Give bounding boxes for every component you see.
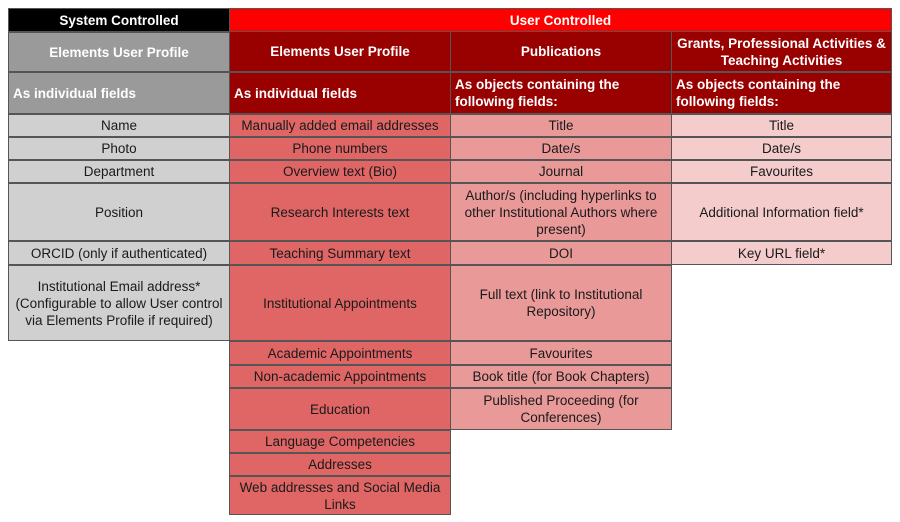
publications-subtitle: As objects containing the following fields: xyxy=(450,72,672,114)
system-row: ORCID (only if authenticated) xyxy=(8,241,230,265)
user-profile-row: Phone numbers xyxy=(229,137,451,160)
user-profile-row: Manually added email addresses xyxy=(229,114,451,137)
publications-row: Date/s xyxy=(450,137,672,160)
publications-row: Title xyxy=(450,114,672,137)
user-profile-row: Addresses xyxy=(229,453,451,476)
publications-row: DOI xyxy=(450,241,672,265)
system-profile-subtitle: As individual fields xyxy=(8,72,230,114)
system-row: Name xyxy=(8,114,230,137)
user-controlled-header: User Controlled xyxy=(229,8,892,32)
publications-row: Journal xyxy=(450,160,672,183)
system-row: Position xyxy=(8,183,230,241)
user-profile-subtitle: As individual fields xyxy=(229,72,451,114)
user-profile-row: Education xyxy=(229,388,451,430)
grants-title: Grants, Professional Activities & Teaching Activities xyxy=(671,31,892,72)
system-controlled-header: System Controlled xyxy=(8,8,230,32)
user-profile-column xyxy=(229,31,451,515)
system-row: Institutional Email address* (Configurable to allow User control via Elements Profile if required) xyxy=(8,265,230,341)
grants-row: Favourites xyxy=(671,160,892,183)
system-column xyxy=(8,8,230,341)
publications-column xyxy=(450,31,672,430)
user-profile-row: Research Interests text xyxy=(229,183,451,241)
user-profile-row: Web addresses and Social Media Links xyxy=(229,476,451,515)
grants-row: Key URL field* xyxy=(671,241,892,265)
grants-row: Additional Information field* xyxy=(671,183,892,241)
grants-subtitle: As objects containing the following fields: xyxy=(671,72,892,114)
system-profile-title: Elements User Profile xyxy=(8,32,230,72)
publications-row: Favourites xyxy=(450,341,672,365)
publications-row: Author/s (including hyperlinks to other Institutional Authors where present) xyxy=(450,183,672,241)
publications-row: Published Proceeding (for Conferences) xyxy=(450,388,672,430)
user-profile-row: Institutional Appointments xyxy=(229,265,451,341)
publications-row: Book title (for Book Chapters) xyxy=(450,365,672,388)
user-profile-row: Academic Appointments xyxy=(229,341,451,365)
system-row: Photo xyxy=(8,137,230,160)
publications-row: Full text (link to Institutional Repository) xyxy=(450,265,672,341)
user-profile-row: Non-academic Appointments xyxy=(229,365,451,388)
publications-title: Publications xyxy=(450,31,672,72)
system-row: Department xyxy=(8,160,230,183)
grants-row: Date/s xyxy=(671,137,892,160)
grants-row: Title xyxy=(671,114,892,137)
user-profile-row: Teaching Summary text xyxy=(229,241,451,265)
user-profile-title: Elements User Profile xyxy=(229,31,451,72)
grants-column xyxy=(671,31,892,265)
user-profile-row: Overview text (Bio) xyxy=(229,160,451,183)
user-profile-row: Language Competencies xyxy=(229,430,451,453)
